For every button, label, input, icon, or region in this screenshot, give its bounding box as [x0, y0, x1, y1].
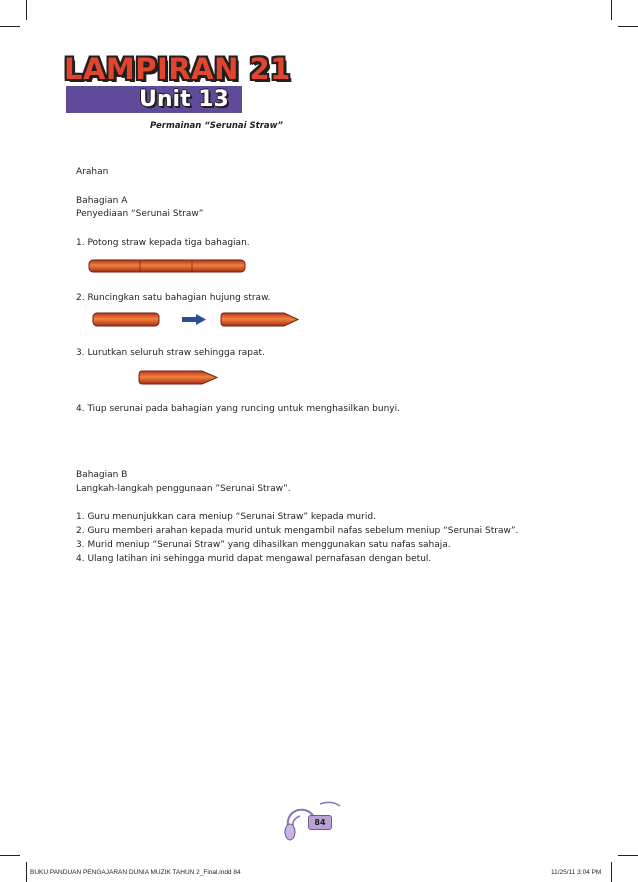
crop-mark: [26, 862, 27, 882]
part-a-subtitle: Penyediaan “Serunai Straw”: [76, 209, 204, 219]
page-subtitle: Permainan “Serunai Straw”: [150, 121, 283, 131]
part-b-step: 1. Guru menunjukkan cara meniup “Serunai Straw” kepada murid.: [76, 512, 376, 522]
footer-file-info: BUKU PANDUAN PENGAJARAN DUNIA MUZIK TAHUN 2_Final.indd 84: [30, 869, 241, 876]
part-a-step: 3. Lurutkan seluruh straw sehingga rapat.: [76, 348, 265, 358]
straw-pressed-image: [138, 369, 220, 387]
crop-mark: [618, 26, 638, 27]
part-b-step: 2. Guru memberi arahan kepada murid untuk mengambil nafas sebelum meniup “Serunai Straw”.: [76, 526, 519, 536]
part-a-title: Bahagian A: [76, 196, 128, 206]
crop-mark: [618, 855, 638, 856]
crop-mark: [611, 862, 612, 882]
page-number: 84: [308, 815, 332, 830]
part-b-step: 4. Ulang latihan ini sehingga murid dapat mengawal pernafasan dengan betul.: [76, 554, 432, 564]
part-b-subtitle: Langkah-langkah penggunaan ”Serunai Straw”.: [76, 484, 291, 494]
crop-mark: [0, 26, 20, 27]
instructions-heading: Arahan: [76, 167, 109, 177]
part-a-step: 1. Potong straw kepada tiga bahagian.: [76, 238, 250, 248]
straw-trim-image: [92, 311, 302, 329]
crop-mark: [611, 0, 612, 20]
appendix-title: LAMPIRAN 21: [64, 52, 291, 86]
arrow-right-icon: [182, 314, 206, 325]
part-b-title: Bahagian B: [76, 470, 128, 480]
part-a-step: 2. Runcingkan satu bahagian hujung straw.: [76, 293, 271, 303]
straw-full-image: [88, 259, 246, 274]
part-a-step: 4. Tiup serunai pada bahagian yang runcing untuk menghasilkan bunyi.: [76, 404, 400, 414]
unit-title: Unit 13: [139, 87, 229, 112]
crop-mark: [26, 0, 27, 20]
part-b-step: 3. Murid meniup “Serunai Straw” yang dihasilkan menggunakan satu nafas sahaja.: [76, 540, 451, 550]
crop-mark: [0, 855, 20, 856]
footer-timestamp: 11/25/11 3:04 PM: [551, 869, 602, 876]
